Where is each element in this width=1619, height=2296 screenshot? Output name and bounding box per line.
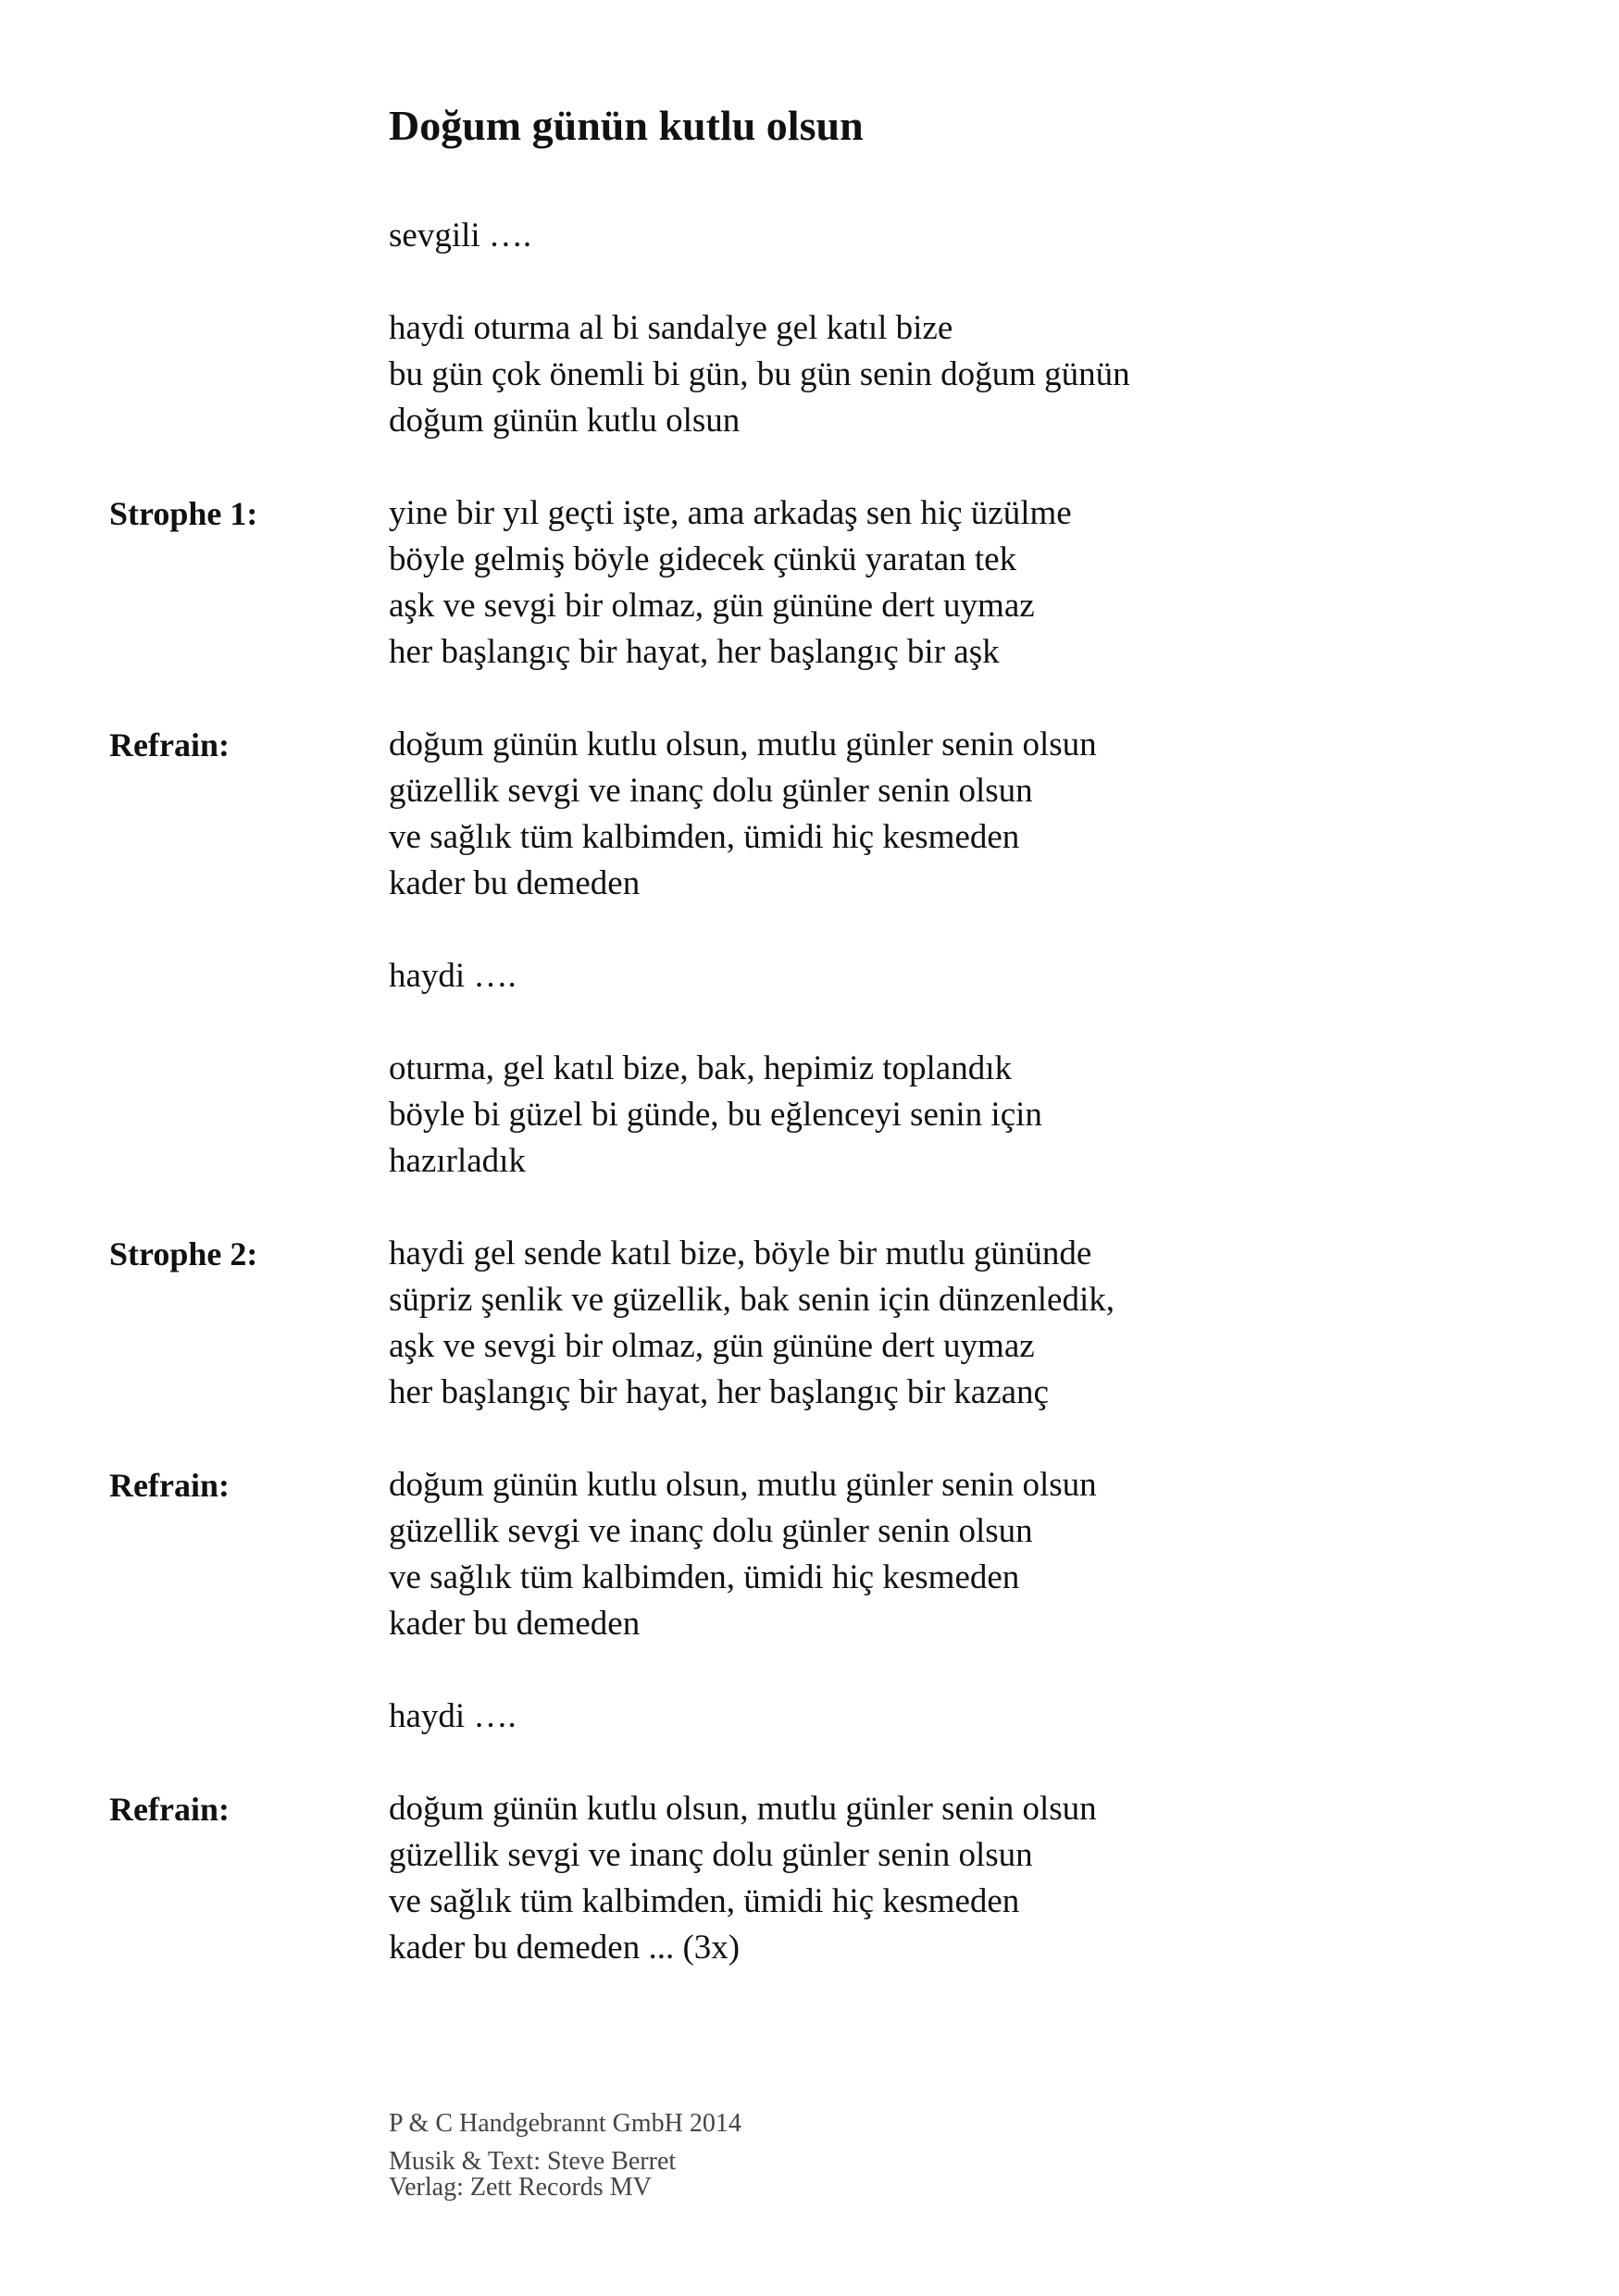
lyrics-block bbox=[0, 722, 1619, 907]
lyrics-block bbox=[0, 1694, 1619, 1740]
lyric-line: doğum günün kutlu olsun, mutlu günler senin olsun bbox=[389, 1466, 1097, 1504]
lyrics-lines bbox=[389, 305, 1619, 444]
lyrics-lines bbox=[389, 953, 1619, 999]
lyric-line: aşk ve sevgi bir olmaz, gün gününe dert uymaz bbox=[389, 1327, 1035, 1365]
lyric-line: haydi …. bbox=[389, 957, 517, 995]
lyrics-lines bbox=[389, 1462, 1619, 1647]
lyrics-lines bbox=[389, 722, 1619, 907]
lyric-line: kader bu demeden bbox=[389, 864, 641, 902]
lyric-line: her başlangıç bir hayat, her başlangıç bir aşk bbox=[389, 633, 1000, 671]
footer bbox=[389, 2108, 741, 2201]
lyric-line: doğum günün kutlu olsun bbox=[389, 402, 741, 440]
lyrics-lines bbox=[389, 1231, 1619, 1416]
lyric-line: böyle gelmiş böyle gidecek çünkü yaratan tek bbox=[389, 540, 1017, 578]
lyrics-block bbox=[0, 490, 1619, 676]
lyric-line: aşk ve sevgi bir olmaz, gün gününe dert uymaz bbox=[389, 587, 1035, 625]
section-label: Strophe 1: bbox=[109, 495, 258, 532]
footer-credit-publisher: Verlag: Zett Records MV bbox=[389, 2173, 652, 2202]
lyric-line: süpriz şenlik ve güzellik, bak senin için dünzenledik, bbox=[389, 1281, 1115, 1319]
section-label: Refrain: bbox=[109, 726, 230, 763]
lyric-line: yine bir yıl geçti işte, ama arkadaş sen hiç üzülme bbox=[389, 494, 1072, 532]
section-label: Refrain: bbox=[109, 1467, 230, 1504]
lyric-line: böyle bi güzel bi günde, bu eğlenceyi senin için bbox=[389, 1096, 1042, 1134]
footer-credit-music-text: Musik & Text: Steve Berret bbox=[389, 2147, 677, 2176]
lyrics-lines bbox=[389, 490, 1619, 676]
lyric-line: ve sağlık tüm kalbimden, ümidi hiç kesmeden bbox=[389, 1882, 1020, 1920]
lyrics-lines bbox=[389, 1694, 1619, 1740]
lyric-line: her başlangıç bir hayat, her başlangıç bir kazanç bbox=[389, 1373, 1049, 1411]
lyric-line: hazırladık bbox=[389, 1142, 526, 1180]
page-title: Doğum günün kutlu olsun bbox=[389, 102, 864, 149]
lyrics-block bbox=[0, 1231, 1619, 1416]
lyrics-block bbox=[0, 1786, 1619, 1971]
lyrics-block bbox=[0, 213, 1619, 259]
lyric-line: doğum günün kutlu olsun, mutlu günler senin olsun bbox=[389, 1790, 1097, 1828]
lyric-line: sevgili …. bbox=[389, 217, 532, 254]
lyrics-block bbox=[0, 305, 1619, 444]
lyrics-body bbox=[0, 213, 1619, 2017]
section-label: Strophe 2: bbox=[109, 1235, 258, 1272]
lyrics-block bbox=[0, 953, 1619, 999]
lyric-line: güzellik sevgi ve inanç dolu günler senin olsun bbox=[389, 1512, 1033, 1550]
lyrics-lines bbox=[389, 1046, 1619, 1185]
lyric-line: ve sağlık tüm kalbimden, ümidi hiç kesmeden bbox=[389, 818, 1020, 856]
section-label: Refrain: bbox=[109, 1791, 230, 1828]
lyrics-lines bbox=[389, 213, 1619, 259]
lyric-line: kader bu demeden ... (3x) bbox=[389, 1929, 741, 1967]
lyrics-block bbox=[0, 1462, 1619, 1647]
lyrics-lines bbox=[389, 1786, 1619, 1971]
lyric-line: bu gün çok önemli bi gün, bu gün senin doğum günün bbox=[389, 355, 1130, 393]
lyrics-block bbox=[0, 1046, 1619, 1185]
lyric-line: haydi gel sende katıl bize, böyle bir mutlu gününde bbox=[389, 1235, 1092, 1272]
lyric-line: oturma, gel katıl bize, bak, hepimiz toplandık bbox=[389, 1049, 1013, 1087]
lyric-line: ve sağlık tüm kalbimden, ümidi hiç kesmeden bbox=[389, 1558, 1020, 1596]
footer-copyright: P & C Handgebrannt GmbH 2014 bbox=[389, 2109, 741, 2138]
lyric-line: haydi …. bbox=[389, 1697, 517, 1735]
lyric-line: haydi oturma al bi sandalye gel katıl bize bbox=[389, 309, 953, 347]
lyric-line: doğum günün kutlu olsun, mutlu günler senin olsun bbox=[389, 726, 1097, 763]
lyric-line: güzellik sevgi ve inanç dolu günler senin olsun bbox=[389, 772, 1033, 810]
lyric-line: kader bu demeden bbox=[389, 1605, 641, 1643]
lyric-line: güzellik sevgi ve inanç dolu günler senin olsun bbox=[389, 1836, 1033, 1874]
